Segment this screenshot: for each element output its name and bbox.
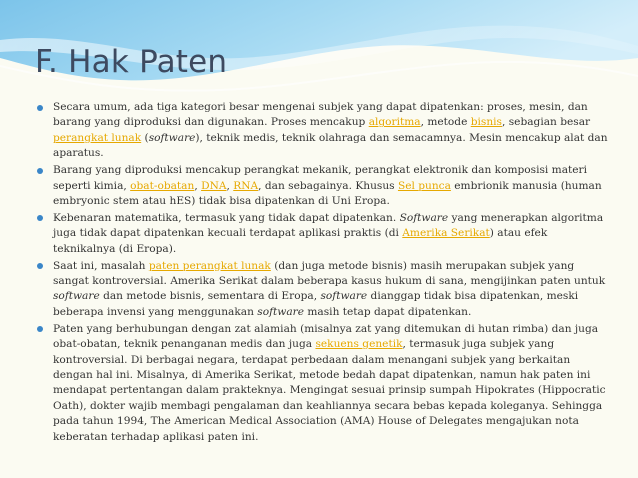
bullet-text: embrionik manusia (human embryonic stem atau hES) tidak bisa dipatenkan di Uni Eropa. — [53, 179, 602, 207]
bullet-text: dan metode bisnis, sementara di Eropa, — [99, 290, 321, 303]
bullet-text: dianggap tidak bisa dipatenkan, meski beberapa invensi yang menggunakan — [53, 290, 579, 318]
bullet-text: yang menerapkan algoritma juga tidak dapat dipatenkan kecuali terdapat aplikasi praktis (di — [53, 211, 604, 240]
bullet-text: , metode — [420, 116, 471, 129]
hyperlink[interactable]: perangkat lunak — [53, 131, 142, 144]
hyperlink[interactable]: sekuens genetik — [315, 338, 403, 351]
bullet-item — [36, 100, 608, 162]
bullet-item — [36, 259, 608, 321]
bullet-dot-icon — [37, 215, 43, 221]
bullet-item — [36, 211, 608, 257]
hyperlink[interactable]: Amerika Serikat — [402, 227, 490, 240]
bullet-item — [36, 322, 608, 445]
bullet-text: , — [226, 179, 234, 192]
bullet-text: ), teknik medis, teknik olahraga dan semacamnya. Mesin mencakup alat dan aparatus. — [53, 131, 608, 160]
bullet-dot-icon — [37, 263, 43, 269]
bullet-dot-icon — [37, 326, 43, 332]
slide-title: F. Hak Paten — [35, 44, 228, 80]
bullet-list — [36, 100, 608, 446]
bullet-text: Secara umum, ada tiga kategori besar mengenai subjek yang dapat dipatenkan: proses, mesin, dan barang yang diproduksi dan digunakan. Proses mencakup — [53, 101, 588, 129]
bullet-text: Saat ini, masalah — [53, 259, 149, 272]
bullet-text: ) atau efek teknikalnya (di Eropa). — [53, 227, 548, 255]
bullet-text: , termasuk juga subjek yang kontroversial. Di berbagai negara, terdapat perbedaan dalam menangani subjek yang berkaitan dengan hal ini. Misalnya, di Amerika Serikat, metode bedah dapat dipatenkan, namun hak paten ini mendapat pertentangan dalam prakteknya. Mengingat sesuai prinsip sumpah Hipokrates (Hippocratic Oath), dokter wajib membagi pengalaman dan keahliannya secara bebas kepada koleganya. Sehingga pada tahun 1994, The American Medical Association (AMA) House of Delegates mengajukan nota keberatan terhadap aplikasi paten ini. — [53, 338, 606, 443]
italic-term: software — [53, 290, 100, 303]
bullet-text: Barang yang diproduksi mencakup perangkat mekanik, perangkat elektronik dan komposisi materi seperti kimia, — [53, 164, 588, 192]
hyperlink[interactable]: bisnis — [470, 116, 502, 129]
bullet-text: (dan juga metode bisnis) masih merupakan subjek yang sangat kontroversial. Amerika Serikat dalam beberapa kasus hukum di sana, mengijinkan paten untuk — [53, 259, 606, 287]
bullet-text: Kebenaran matematika, termasuk yang tidak dapat dipatenkan. — [53, 211, 400, 224]
bullet-dot-icon — [37, 168, 43, 174]
italic-term: software — [257, 305, 305, 318]
bullet-item — [36, 163, 608, 209]
bullet-text: ( — [141, 131, 149, 144]
bullet-text: , — [194, 179, 202, 192]
bullet-dot-icon — [37, 105, 43, 111]
hyperlink[interactable]: RNA — [233, 179, 259, 192]
italic-term: Software — [399, 211, 449, 224]
bullet-text: , dan sebagainya. Khusus — [258, 179, 398, 192]
italic-term: software — [320, 290, 368, 303]
bullet-text: , sebagian besar — [502, 116, 591, 129]
italic-term: software — [148, 131, 196, 144]
hyperlink[interactable]: Sel punca — [397, 179, 451, 192]
hyperlink[interactable]: paten perangkat lunak — [148, 259, 271, 272]
hyperlink[interactable]: DNA — [201, 179, 227, 192]
hyperlink[interactable]: algoritma — [368, 116, 421, 129]
hyperlink[interactable]: obat-obatan — [130, 179, 195, 192]
bullet-text: masih tetap dapat dipatenkan. — [304, 305, 472, 318]
bullet-text: Paten yang berhubungan dengan zat alamiah (misalnya zat yang ditemukan di hutan rimba) dan juga obat-obatan, teknik penanganan medis dan juga — [53, 322, 599, 351]
